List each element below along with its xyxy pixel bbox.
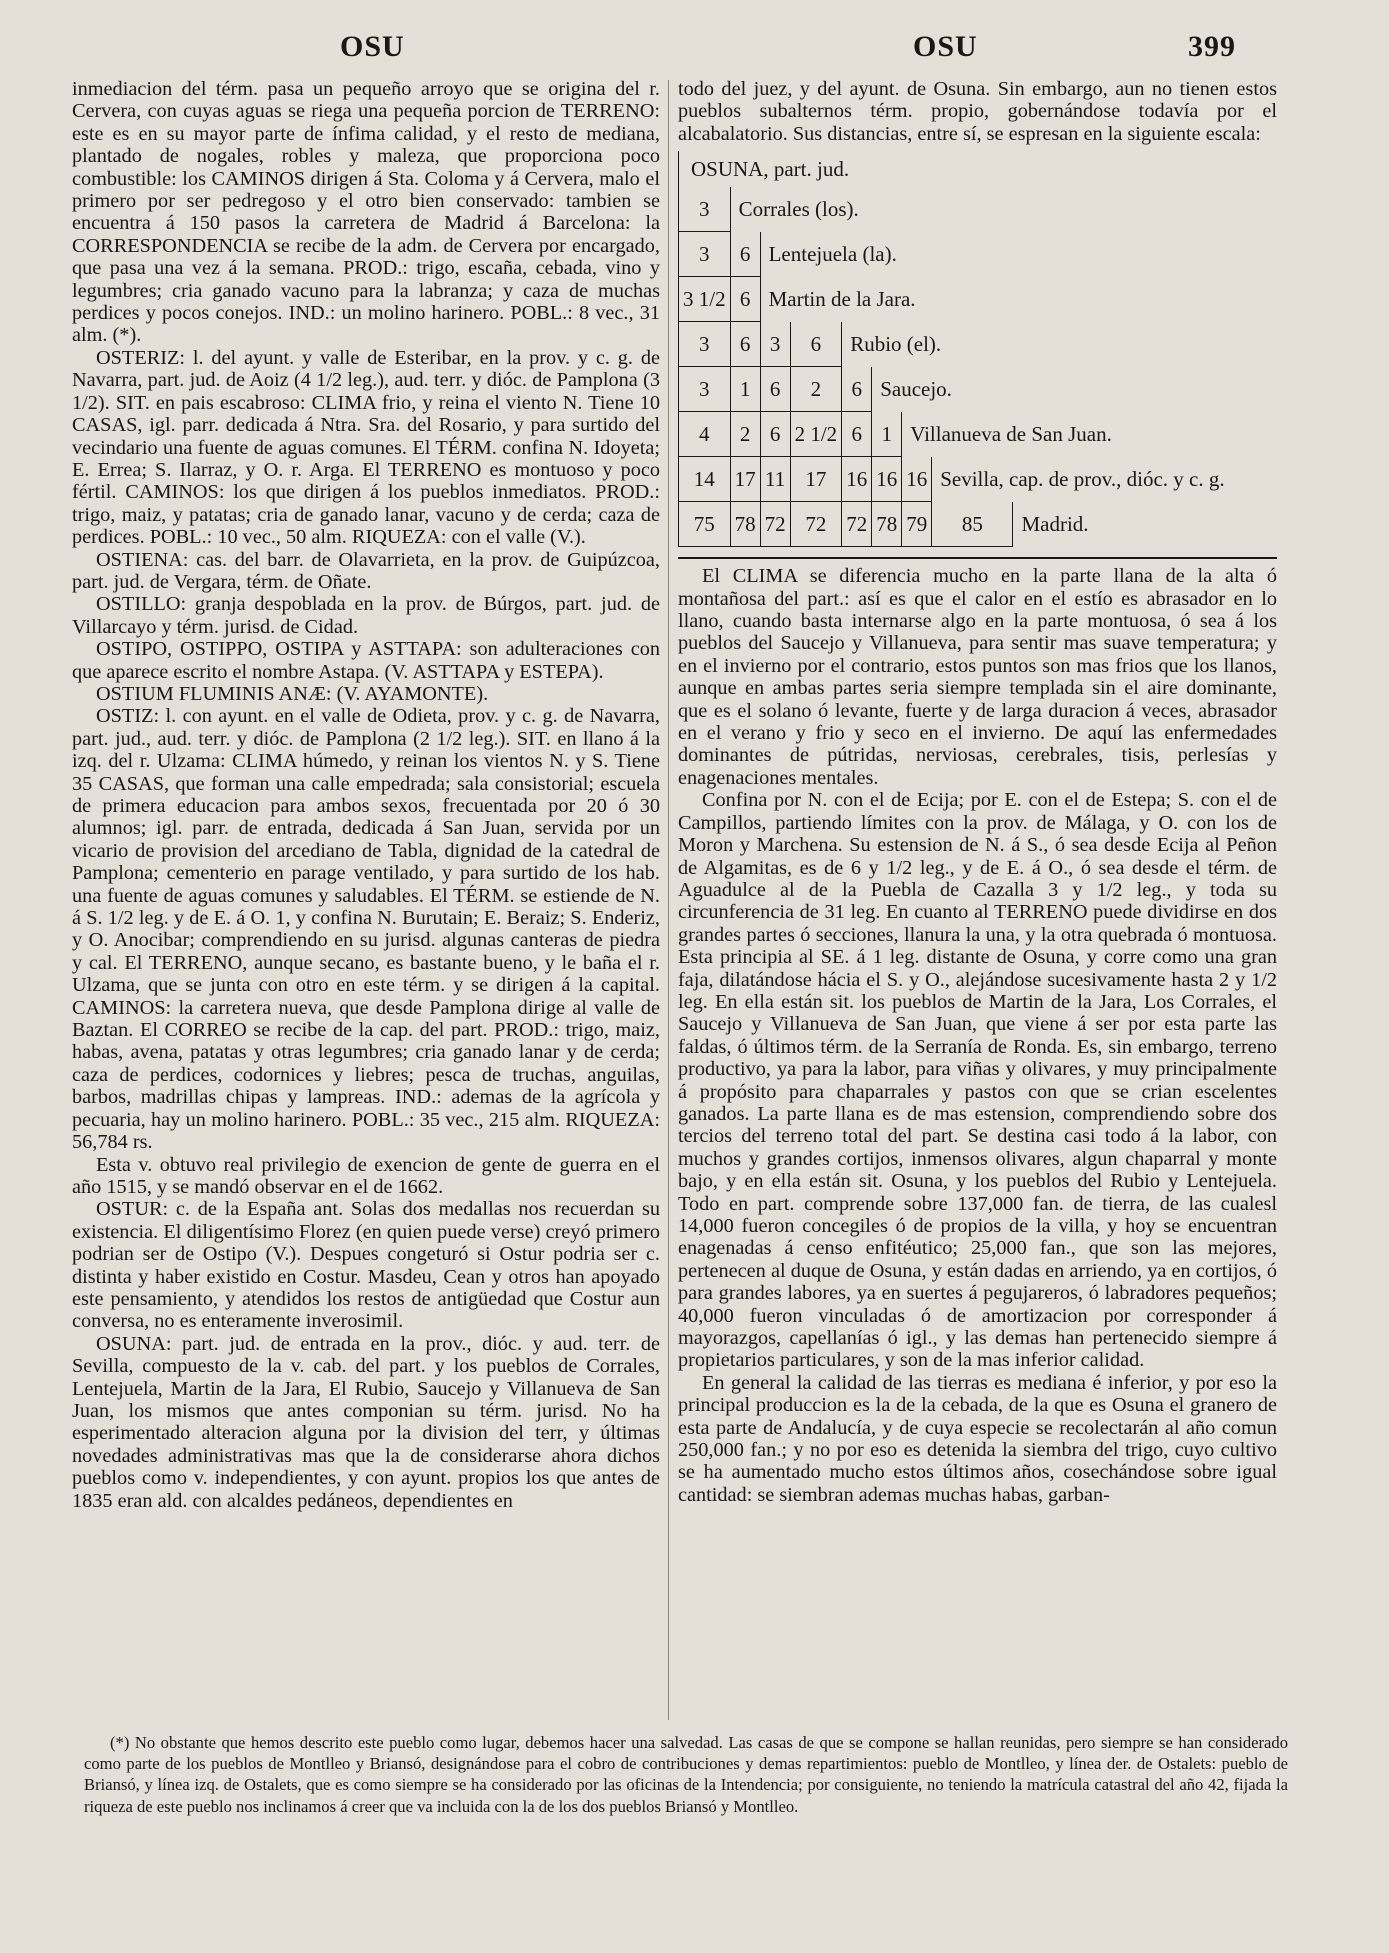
table-row xyxy=(679,232,1229,277)
table-row xyxy=(679,412,1229,457)
distance-cell: 6 xyxy=(842,412,872,457)
distance-cell: 6 xyxy=(760,412,790,457)
distance-cell: 6 xyxy=(790,322,842,367)
left-column xyxy=(72,78,660,1512)
distance-cell: 4 xyxy=(679,412,731,457)
distance-cell: 78 xyxy=(730,502,760,547)
distance-cell: 72 xyxy=(790,502,842,547)
entry-ostur: OSTUR: c. de la España ant. Solas dos medallas nos recuerdan su existencia. El diligentísimo Florez (en quien puede verse) creyó primero podrian ser de Ostipo (V.). Despues congeturó si Ostur podria ser c. distinta y haber existido en Costur. Masdeu, Cean y otros han apoyado este pensamiento, y atendidos los restos de antigüedad que Costur aun conversa, no es enteramente inverosimil. xyxy=(72,1198,660,1333)
distance-cell: 6 xyxy=(730,277,760,322)
footnote xyxy=(84,1732,1288,1817)
distance-cell: 3 1/2 xyxy=(679,277,731,322)
distance-cell: 75 xyxy=(679,502,731,547)
distance-cell: 85 xyxy=(932,502,1013,547)
distance-cell: 2 1/2 xyxy=(790,412,842,457)
distance-cell: 17 xyxy=(730,457,760,502)
distance-cell: 3 xyxy=(679,187,731,232)
distance-cell: 2 xyxy=(790,367,842,412)
entry-continuation: inmediacion del térm. pasa un pequeño arroyo que se origina del r. Cervera, con cuyas aguas se riega una pequeña porcion de TERRENO: este es en su mayor parte de ínfima calidad, y el resto de mediana, plantado de nogales, robles y maleza, que proporciona poco combustible: los CAMINOS dirigen á Sta. Coloma y á Cervera, malo el primero por ser pedregoso y el otro bien conservado: tambien se encuentra á 150 pasos la carretera de Madrid á Barcelona: la CORRESPONDENCIA se recibe de la adm. de Cervera por encargado, que pasa una vez á la semana. PROD.: trigo, escaña, cebada, vino y legumbres; cria ganado vacuno para la labranza; y caza de muchas perdices y pocos conejos. IND.: un molino harinero. POBL.: 8 vec., 31 alm. (*). xyxy=(72,78,660,347)
table-bottom-rule xyxy=(678,557,1277,559)
right-column xyxy=(678,78,1277,1506)
distance-cell: 72 xyxy=(842,502,872,547)
distance-cell: 6 xyxy=(760,367,790,412)
distance-cell: 3 xyxy=(679,322,731,367)
distance-cell: 2 xyxy=(730,412,760,457)
osuna-intro: todo del juez, y del ayunt. de Osuna. Sin embargo, aun no tienen estos pueblos subalternos térm. propio, gobernándose todavía por el alcabalatorio. Sus distancias, entre sí, se espresan en la siguiente escala: xyxy=(678,78,1277,145)
distance-table xyxy=(678,151,1229,547)
place-name: Saucejo. xyxy=(872,367,1229,412)
distance-cell: 16 xyxy=(902,457,932,502)
distance-cell: 6 xyxy=(730,322,760,367)
entry-ostiz: OSTIZ: l. con ayunt. en el valle de Odieta, prov. y c. g. de Navarra, part. jud., aud. terr. y dióc. de Pamplona (2 1/2 leg.). SIT. en llano á la izq. del r. Ulzama: CLIMA húmedo, y reinan los vientos N. y S. Tiene 35 CASAS, que forman una calle empedrada; sala consistorial; escuela de primera educacion para ambos sexos, frecuentada por 20 ó 30 alumnos; igl. parr. de entrada, dedicada á San Juan, servida por un vicario de provision del arcediano de Tabla, dignidad de la catedral de Pamplona; cementerio en parage ventilado, y para surtido de los hab. una fuente de aguas comunes y saludables. El TÉRM. se estiende de N. á S. 1/2 leg. y de E. á O. 1, y confina N. Burutain; E. Beraiz; S. Enderiz, y O. Anocibar; comprendiendo en su jurisd. algunas canteras de piedra y cal. El TERRENO, aunque secano, es bastante bueno, y le baña el r. Ulzama, que se junta con otro en este térm. y se dirigen á la capital. CAMINOS: la carretera nueva, que desde Pamplona dirige al valle de Baztan. El CORREO se recibe de la cap. del part. PROD.: trigo, maiz, habas, avena, patatas y otras legumbres; cria ganado lanar y de cerda; caza de perdices, codornices y liebres; pesca de truchas, anguilas, barbos, madrillas chipas y lampreas. IND.: ademas de la agrícola y pecuaria, hay un molino harinero. POBL.: 35 vec., 215 alm. RIQUEZA: 56,784 rs. xyxy=(72,705,660,1154)
entry-osuna: OSUNA: part. jud. de entrada en la prov., dióc. y aud. terr. de Sevilla, compuesto de la v. cab. del part. y los pueblos de Corrales, Lentejuela, Martin de la Jara, El Rubio, Saucejo y Villanueva de San Juan, los mismos que antes componian su térm. jurisd. No ha esperimentado alteracion alguna por la division del terr, y últimas novedades administrativas mas que la de considerarse ahora dichos pueblos como v. independientes, y con ayunt. propios los que antes de 1835 eran ald. con alcaldes pedáneos, dependientes en xyxy=(72,1332,660,1512)
left-running-header: OSU xyxy=(340,30,405,63)
distance-cell: 17 xyxy=(790,457,842,502)
distance-cell: 79 xyxy=(902,502,932,547)
place-name: Sevilla, cap. de prov., dióc. y c. g. xyxy=(932,457,1229,502)
place-name: Rubio (el). xyxy=(842,322,1229,367)
entry-ostipo: OSTIPO, OSTIPPO, OSTIPA y ASTTAPA: son adulteraciones con que aparece escrito el nombre Astapa. (V. ASTTAPA y ESTEPA). xyxy=(72,638,660,683)
distance-cell: 3 xyxy=(760,322,790,367)
entry-osteriz: OSTERIZ: l. del ayunt. y valle de Esteribar, en la prov. y c. g. de Navarra, part. jud. de Aoiz (4 1/2 leg.), aud. terr. y dióc. de Pamplona (3 1/2). SIT. en pais escabroso: CLIMA frio, y reina el viento N. Tiene 10 CASAS, igl. parr. dedicada á Ntra. Sra. del Rosario, y para surtido del vecindario una fuente de aguas comunes. El TÉRM. confina N. Idoyeta; E. Errea; S. Ilarraz, y O. r. Arga. El TERRENO es montuoso y poco fértil. CAMINOS: los que dirigen á los pueblos inmediatos. PROD.: trigo, maiz, y patatas; cria de ganado lanar, vacuno y de cerda; caza de perdices. POBL.: 10 vec., 50 alm. RIQUEZA: con el valle (V.). xyxy=(72,346,660,549)
distance-cell: 6 xyxy=(842,367,872,412)
column-divider xyxy=(668,80,669,1720)
distance-cell: 3 xyxy=(679,367,731,412)
distance-cell: 16 xyxy=(872,457,902,502)
place-name: Madrid. xyxy=(1013,502,1229,547)
entry-ostium: OSTIUM FLUMINIS ANÆ: (V. AYAMONTE). xyxy=(96,682,489,705)
distance-cell: 11 xyxy=(760,457,790,502)
place-name: Corrales (los). xyxy=(730,187,1229,232)
place-name: Villanueva de San Juan. xyxy=(902,412,1229,457)
entry-ostillo: OSTILLO: granja despoblada en la prov. de Búrgos, part. jud. de Villarcayo y térm. jurisd. de Cidad. xyxy=(72,593,660,638)
table-row xyxy=(679,367,1229,412)
distance-cell: 1 xyxy=(730,367,760,412)
table-row xyxy=(679,187,1229,232)
osuna-tierras: En general la calidad de las tierras es mediana é inferior, y por eso la principal produccion es la de la cebada, de la que es Osuna el granero de esta parte de Andalucía, y de cuya especie se recolectarán al año comun 250,000 fan.; y no por eso es detenida la siembra del trigo, cuyo cultivo se ha aumentado mucho estos últimos años, cosechándose sobre igual cantidad: se siembran ademas muchas habas, garban- xyxy=(678,1371,1277,1506)
osuna-clima: El CLIMA se diferencia mucho en la parte llana de la alta ó montañosa del part.: así es que el calor en el estío es abrasador en lo llano, cuando basta internarse algo en la parte montuosa, ó sea á los pueblos del Saucejo y Villanueva, para sentir mas suave temperatura; y en el invierno por el contrario, estos puntos son mas frios que los llanos, aunque en ambas partes seria siempre templada sin el aire dominante, que es el solano ó levante, fuerte y de larga duracion á veces, abrasador en el verano y frio y seco en el invierno. De aquí las enfermedades dominantes de pútridas, nerviosas, cerebrales, tisis, perlesías y enagenaciones mentales. xyxy=(678,565,1277,789)
entry-ostiz-privilege: Esta v. obtuvo real privilegio de exencion de gente de guerra en el año 1515, y se mandó observar en el de 1662. xyxy=(72,1153,660,1198)
table-row xyxy=(679,502,1229,547)
distance-cell: 78 xyxy=(872,502,902,547)
place-name: Lentejuela (la). xyxy=(760,232,1229,277)
table-row xyxy=(679,322,1229,367)
table-row xyxy=(679,277,1229,322)
distance-cell: 16 xyxy=(842,457,872,502)
right-running-header: OSU xyxy=(913,30,978,63)
distance-cell: 14 xyxy=(679,457,731,502)
table-head: OSUNA, part. jud. xyxy=(679,151,1229,187)
place-name: Martin de la Jara. xyxy=(760,277,1229,322)
footnote-text: (*) No obstante que hemos descrito este pueblo como lugar, debemos hacer una salvedad. Las casas de que se compone se hallan reunidas, pero siempre se han considerado como parte de los pueblos de Montlleo y Briansó, designándose para el cobro de contribuciones y demas repartimientos: pueblo de Montlleo, y línea der. de Ostalets: pueblo de Briansó, y línea izq. de Ostalets, que es como siempre se ha considerado por las oficinas de la Intendencia; por consiguiente, no teniendo la matrícula catastral del año 42, fijada la riqueza de este pueblo nos inclinamos á creer que va incluida con la de los dos pueblos Briansó y Montlleo. xyxy=(84,1733,1288,1816)
entry-ostiena: OSTIENA: cas. del barr. de Olavarrieta, en la prov. de Guipúzcoa, part. jud. de Vergara, térm. de Oñate. xyxy=(72,548,660,593)
osuna-confina: Confina por N. con el de Ecija; por E. con el de Estepa; S. con el de Campillos, partiendo límites con la prov. de Málaga, y O. con los de Moron y Marchena. Su estension de N. á S., ó sea desde Ecija al Peñon de Algamitas, es de 6 y 1/2 leg., y de E. á O., ó sea desde el térm. de Aguadulce al de la Puebla de Cazalla 3 y 1/2 leg., y toda su circunferencia de 31 leg. En cuanto al TERRENO puede dividirse en dos grandes partes ó secciones, llanura la una, y la otra quebrada ó montuosa. Esta principia al SE. á 1 leg. distante de Osuna, y corre como una gran faja, dilatándose hácia el S. y O., alejándose sucesivamente hasta 2 y 1/2 leg. En ella están sit. los pueblos de Martin de la Jara, Los Corrales, el Saucejo y Villanueva de San Juan, que viene á ser por esta parte las faldas, ó últimos térm. de la Serranía de Ronda. Es, sin embargo, terreno productivo, ya para la labor, para viñas y olivares, y muy principalmente á propósito para chaparrales y pastos con que se crian escelentes ganados. La parte llana es de mas estension, comprendiendo sobre dos tercios del terreno total del part. Se destina casi todo á la labor, con muchos y grandes cortijos, inmensos olivares, algun chaparral y monte bajo, y en ella están sit. Osuna, y los pueblos del Rubio y Lentejuela. Todo en part. comprende sobre 137,000 fan. de tierra, de las cualesl 14,000 fueron concegiles ó de propios de la villa, y hoy se encuentran enagenadas á censo enfitéutico; 25,000 fan., que son las mejores, pertenecen al duque de Osuna, y están dadas en arriendo, ya en cortijos, ó para grandes labores, ya en suertes á pegujareros, ó labradores pequeños; 40,000 fueron vinculadas ó de amortizacion por corresponder á mayorazgos, capellanías ó igl., y las demas han pertenecido siempre á propietarios particulares, y son de la mas inferior calidad. xyxy=(678,789,1277,1372)
distance-cell: 3 xyxy=(679,232,731,277)
distance-cell: 72 xyxy=(760,502,790,547)
distance-cell: 1 xyxy=(872,412,902,457)
table-row xyxy=(679,457,1229,502)
page-number: 399 xyxy=(1188,30,1236,63)
distance-cell: 6 xyxy=(730,232,760,277)
